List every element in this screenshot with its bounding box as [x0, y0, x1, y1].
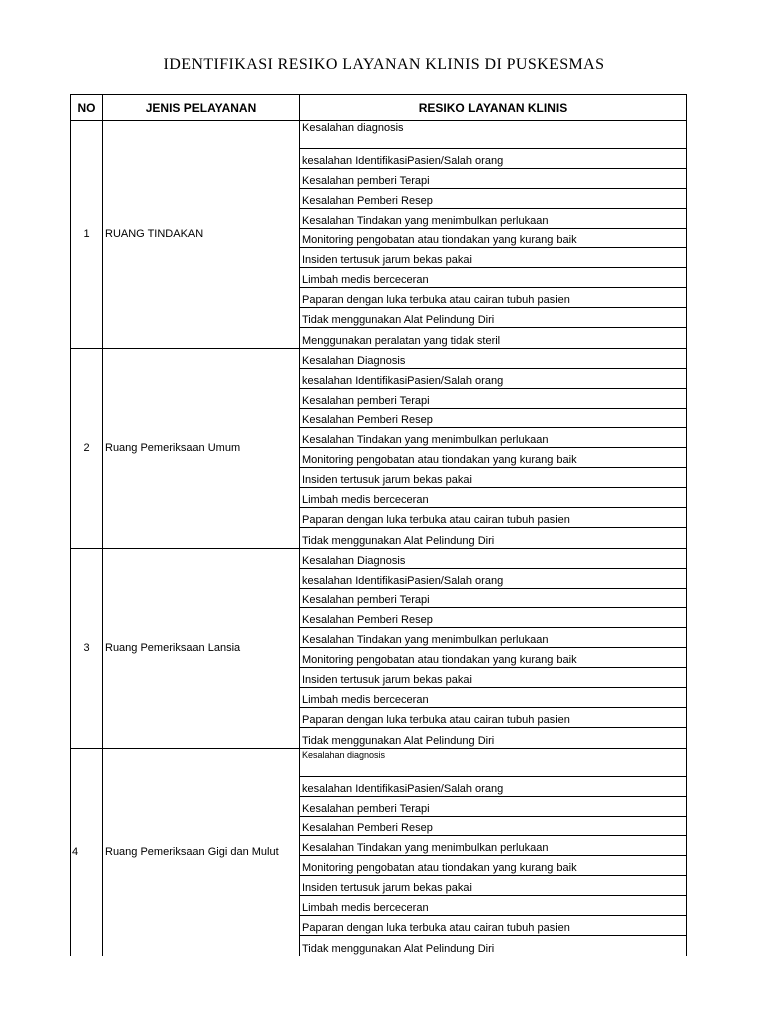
risk-item: Kesalahan Diagnosis — [300, 549, 686, 569]
risk-item: Limbah medis berceceran — [300, 688, 686, 708]
risk-item: Monitoring pengobatan atau tiondakan yang kurang baik — [300, 648, 686, 668]
risk-item: Kesalahan Pemberi Resep — [300, 189, 686, 209]
risk-item: Kesalahan Tindakan yang menimbulkan perlukaan — [300, 628, 686, 648]
document-title: IDENTIFIKASI RESIKO LAYANAN KLINIS DI PUSKESMAS — [163, 56, 605, 73]
service-number: 1 — [71, 121, 103, 348]
risk-item: Kesalahan pemberi Terapi — [300, 589, 686, 609]
risk-item: Paparan dengan luka terbuka atau cairan tubuh pasien — [300, 508, 686, 528]
risk-item: Kesalahan Pemberi Resep — [300, 608, 686, 628]
risk-list — [300, 349, 686, 548]
risk-item: Paparan dengan luka terbuka atau cairan tubuh pasien — [300, 708, 686, 728]
risk-item: kesalahan IdentifikasiPasien/Salah orang — [300, 777, 686, 797]
header-jenis-pelayanan: JENIS PELAYANAN — [103, 95, 300, 120]
service-number: 2 — [71, 349, 103, 548]
risk-item: Paparan dengan luka terbuka atau cairan tubuh pasien — [300, 288, 686, 308]
risk-item: Insiden tertusuk jarum bekas pakai — [300, 468, 686, 488]
risk-list — [300, 121, 686, 348]
risk-item: Kesalahan Tindakan yang menimbulkan perlukaan — [300, 428, 686, 448]
service-name: Ruang Pemeriksaan Gigi dan Mulut — [103, 749, 300, 956]
risk-item: Limbah medis berceceran — [300, 896, 686, 916]
risk-item: Insiden tertusuk jarum bekas pakai — [300, 248, 686, 268]
risk-item: Paparan dengan luka terbuka atau cairan tubuh pasien — [300, 916, 686, 936]
risk-item: Kesalahan Pemberi Resep — [300, 817, 686, 837]
risk-item: Kesalahan Pemberi Resep — [300, 409, 686, 429]
risk-item: Kesalahan Diagnosis — [300, 349, 686, 369]
service-number: 3 — [71, 549, 103, 748]
risk-table — [70, 94, 687, 956]
risk-item: kesalahan IdentifikasiPasien/Salah orang — [300, 569, 686, 589]
risk-item: Monitoring pengobatan atau tiondakan yang kurang baik — [300, 856, 686, 876]
risk-item: Tidak menggunakan Alat Pelindung Diri — [302, 942, 495, 955]
risk-item: Tidak menggunakan Alat Pelindung Diri — [302, 734, 495, 747]
risk-item: kesalahan IdentifikasiPasien/Salah orang — [300, 149, 686, 169]
risk-item: Insiden tertusuk jarum bekas pakai — [300, 876, 686, 896]
service-group — [70, 749, 687, 956]
risk-item: Limbah medis berceceran — [300, 488, 686, 508]
table-body — [70, 121, 687, 956]
service-number: 4 — [71, 749, 103, 956]
service-group — [70, 549, 687, 749]
service-name: Ruang Pemeriksaan Lansia — [103, 549, 300, 748]
risk-item: Tidak menggunakan Alat Pelindung Diri — [300, 308, 686, 328]
risk-item: Kesalahan Tindakan yang menimbulkan perlukaan — [300, 209, 686, 229]
risk-item: Tidak menggunakan Alat Pelindung Diri — [302, 534, 495, 547]
risk-item: Insiden tertusuk jarum bekas pakai — [300, 668, 686, 688]
risk-item: Kesalahan diagnosis — [300, 749, 686, 777]
risk-item: Monitoring pengobatan atau tiondakan yang kurang baik — [300, 448, 686, 468]
service-group — [70, 349, 687, 549]
risk-list — [300, 549, 686, 748]
risk-item: Kesalahan pemberi Terapi — [300, 797, 686, 817]
service-name: Ruang Pemeriksaan Umum — [103, 349, 300, 548]
risk-item: Kesalahan pemberi Terapi — [300, 389, 686, 409]
header-no: NO — [71, 95, 103, 120]
service-group — [70, 121, 687, 349]
header-resiko-layanan: RESIKO LAYANAN KLINIS — [418, 100, 568, 115]
service-name: RUANG TINDAKAN — [103, 121, 300, 348]
risk-item: Kesalahan Tindakan yang menimbulkan perlukaan — [300, 836, 686, 856]
risk-list — [300, 749, 686, 956]
risk-item: Menggunakan peralatan yang tidak steril — [302, 334, 501, 347]
risk-item: Kesalahan diagnosis — [300, 121, 686, 149]
table-header — [70, 94, 687, 121]
risk-item: kesalahan IdentifikasiPasien/Salah orang — [300, 369, 686, 389]
risk-item: Kesalahan pemberi Terapi — [300, 169, 686, 189]
risk-item: Monitoring pengobatan atau tiondakan yang kurang baik — [300, 229, 686, 249]
risk-item: Limbah medis berceceran — [300, 268, 686, 288]
